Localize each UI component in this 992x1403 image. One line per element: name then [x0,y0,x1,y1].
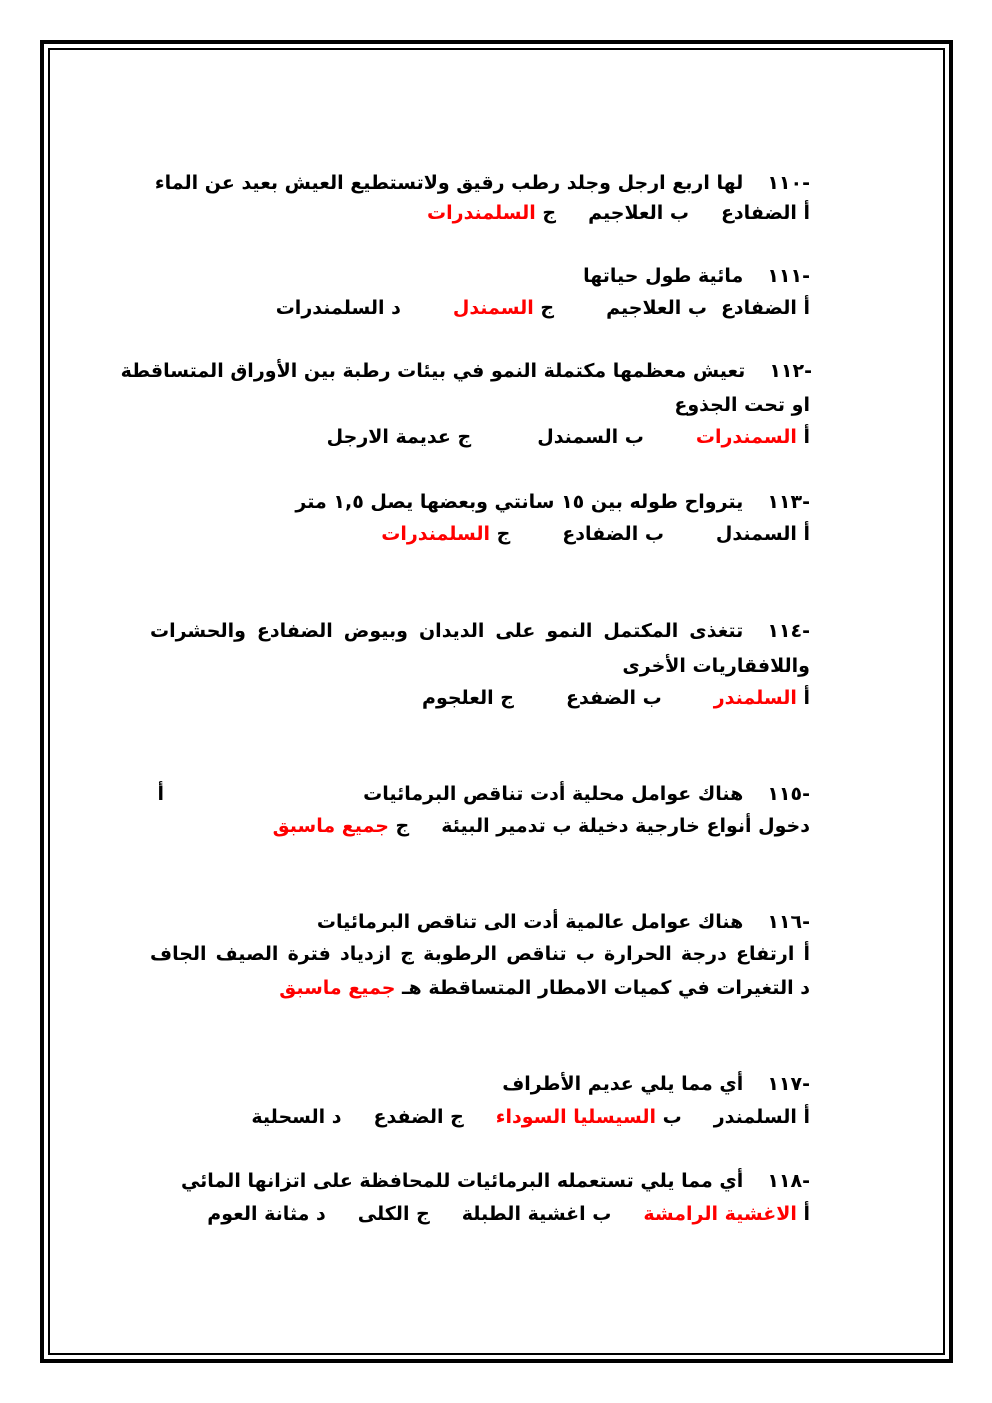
correct-answer: السلمندرات [427,202,536,224]
option-b[interactable]: ب السمندل [537,426,644,448]
option-a[interactable]: أ الضفادع [720,202,810,224]
question-114 [150,619,810,643]
options-113 [381,522,810,546]
question-110 [155,171,810,195]
correct-answer: السمندرات [695,426,797,448]
correct-answer: السيسليا السوداء [495,1106,656,1128]
options-115 [273,814,810,838]
option-c[interactable]: ج الضفدع [373,1106,464,1128]
option-b[interactable]: ب العلاجيم [606,297,707,319]
correct-answer: الاغشية الرامشة [643,1203,797,1225]
question-number: -١١٢ [769,360,812,382]
question-number: -١١٧ [767,1073,810,1095]
options-116-line2[interactable]: أ ارتفاع درجة الحرارة ب تناقص الرطوبة ج ازدياد فترة الصيف الجاف [150,943,810,965]
options-114 [422,686,810,710]
option-a[interactable]: أ السلمندر [713,687,810,709]
options-117 [251,1105,810,1129]
option-d[interactable]: د السحلية [251,1106,342,1128]
question-text: مائية طول حياتها [583,265,744,287]
question-112-cont: او تحت الجذوع [674,394,810,416]
option-a-marker: أ [157,783,164,805]
option-c[interactable]: ج عديمة الارجل [326,426,472,448]
question-number: -١١٥ [767,783,810,805]
question-117 [502,1072,810,1096]
option-b[interactable]: ب السيسليا السوداء [495,1106,682,1128]
question-text: تعيش معظمها مكتملة النمو في بيئات رطبة بين الأوراق المتساقطة [120,360,746,382]
options-112 [327,425,810,449]
option-c[interactable]: ج جميع ماسبق [272,815,410,837]
option-b[interactable]: ب الضفدع [565,687,662,709]
question-number: -١١٣ [767,491,810,513]
question-text: يترواح طوله بين ١٥ سانتي وبعضها يصل ١,٥ متر [295,491,744,513]
question-118 [181,1169,810,1193]
option-b[interactable]: ب اغشية الطبلة [461,1203,612,1225]
options-111 [276,296,810,320]
option-c[interactable]: ج السلمندرات [381,523,511,545]
question-text: أي مما يلي عديم الأطراف [502,1073,744,1095]
correct-answer: السلمندرات [381,523,490,545]
option-b[interactable]: ب الضفادع [562,523,664,545]
question-112 [121,359,812,383]
question-111 [583,264,810,288]
question-116 [317,910,810,934]
options-116-line3[interactable]: د التغيرات في كميات الامطار المتساقطة هـ جميع ماسبق [279,977,810,999]
option-a[interactable]: أ السلمندر [713,1106,810,1128]
option-c[interactable]: ج السمندل [452,297,555,319]
question-number: -١١٦ [767,911,810,933]
option-a[interactable]: أ السمندل [715,523,810,545]
correct-answer: السلمندر [713,687,797,709]
correct-answer: السمندل [452,297,534,319]
option-d[interactable]: د مثانة العوم [207,1203,326,1225]
option-b[interactable]: ب العلاجيم [588,202,689,224]
correct-answer: جميع ماسبق [272,815,389,837]
question-text: تتغذى المكتمل النمو على الديدان وبيوض الضفادع والحشرات [150,620,744,642]
correct-answer: جميع ماسبق [279,977,396,999]
option-a[interactable]: أ الضفادع [720,297,810,319]
option-c[interactable]: ج العلجوم [422,687,514,709]
option-a[interactable]: أ السمندرات [695,426,810,448]
options-a-b[interactable]: دخول أنواع خارجية دخيلة ب تدمير البيئة [441,815,810,837]
question-number: -١١٤ [767,620,810,642]
question-114-cont: واللافقاريات الأخرى [622,655,810,677]
question-number: -١١٨ [767,1170,810,1192]
question-text: هناك عوامل عالمية أدت الى تناقص البرمائيات [316,911,744,933]
question-number: -١١٠ [767,172,810,194]
options-118 [207,1202,810,1226]
question-113 [295,490,810,514]
option-a[interactable]: أ الاغشية الرامشة [643,1203,810,1225]
question-number: -١١١ [767,265,810,287]
options-110 [427,201,810,225]
option-c[interactable]: ج الكلى [357,1203,430,1225]
question-115 [363,782,810,806]
question-text: لها اربع ارجل وجلد رطب رقيق ولاتستطيع العيش بعيد عن الماء [154,172,744,194]
question-text: أي مما يلي تستعمله البرمائيات للمحافظة على اتزانها المائي [180,1170,744,1192]
question-text: هناك عوامل محلية أدت تناقص البرمائيات [363,783,744,805]
option-d[interactable]: د السلمندرات [275,297,401,319]
option-c[interactable]: ج السلمندرات [427,202,557,224]
